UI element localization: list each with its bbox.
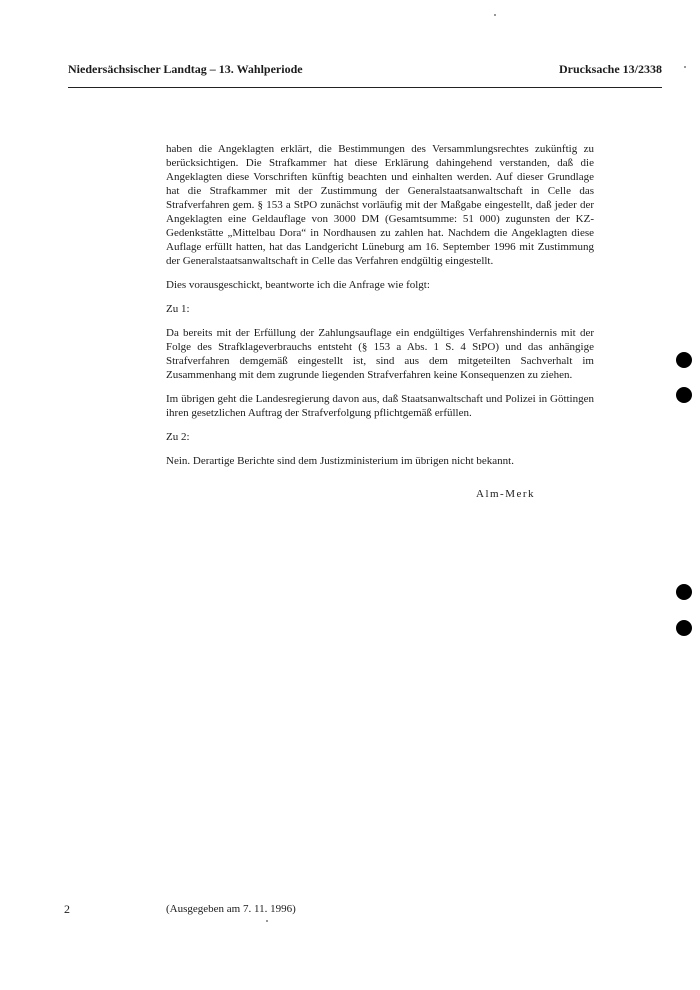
- document-body: [166, 142, 594, 478]
- heading-question-2: Zu 2:: [166, 431, 190, 443]
- heading-question-1: Zu 1:: [166, 303, 190, 315]
- paragraph-answer-1: Da bereits mit der Erfüllung der Zahlungsauflage ein endgültiges Verfahrenshindernis mit der Folge des Strafklageverbrauchs entsteht (§ 153 a Abs. 1 S. 4 StPO) und das anhängige Strafverfahren demgemäß eingestellt ist, sind aus dem mitgeteilten Sachverhalt im Zusammenhang mit dem zugrunde liegenden Strafverfahren keine Konsequenzen zu ziehen.: [166, 327, 594, 381]
- scan-speck: [494, 14, 496, 16]
- scan-speck: [266, 920, 268, 922]
- paragraph-answer-lead: Dies vorausgeschickt, beantworte ich die Anfrage wie folgt:: [166, 279, 430, 291]
- punch-hole-mark: [676, 352, 692, 368]
- signature: Alm-Merk: [476, 488, 536, 500]
- scan-speck: [684, 66, 686, 68]
- header-rule: [68, 87, 662, 88]
- issue-date: (Ausgegeben am 7. 11. 1996): [166, 903, 296, 915]
- punch-hole-mark: [676, 584, 692, 600]
- paragraph-answer-2: Nein. Derartige Berichte sind dem Justizministerium im übrigen nicht bekannt.: [166, 455, 514, 467]
- paragraph-intro: haben die Angeklagten erklärt, die Bestimmungen des Versammlungsrechtes zukünftig zu berücksichtigen. Die Strafkammer hat diese Erklärung dahingehend verstanden, daß die Angeklagten diese Vorschriften künftig beachten und einhalten werden. Auf dieser Grundlage hat die Strafkammer mit der Zustimmung der Generalstaatsanwaltschaft in Celle das Strafverfahren gem. § 153 a StPO zunächst vorläufig mit der Maßgabe eingestellt, daß jeder der Angeklagten eine Geldauflage von 3000 DM (Gesamtsumme: 51 000) zugunsten der KZ-Gedenkstätte „Mittelbau Dora“ in Nordhausen zu zahlen hat. Nachdem die Angeklagten diese Auflage erfüllt hatten, hat das Landgericht Lüneburg am 16. September 1996 mit Zustimmung der Generalstaatsanwaltschaft in Celle das Verfahren endgültig eingestellt.: [166, 143, 594, 267]
- punch-hole-mark: [676, 620, 692, 636]
- page-number: 2: [64, 902, 70, 916]
- paragraph-answer-1-continued: Im übrigen geht die Landesregierung davon aus, daß Staatsanwaltschaft und Polizei in Göttingen ihren gesetzlichen Auftrag der Strafverfolgung pflichtgemäß erfüllen.: [166, 393, 594, 419]
- document-number: Drucksache 13/2338: [559, 62, 662, 76]
- parliament-title: Niedersächsischer Landtag – 13. Wahlperiode: [68, 62, 303, 76]
- punch-hole-mark: [676, 387, 692, 403]
